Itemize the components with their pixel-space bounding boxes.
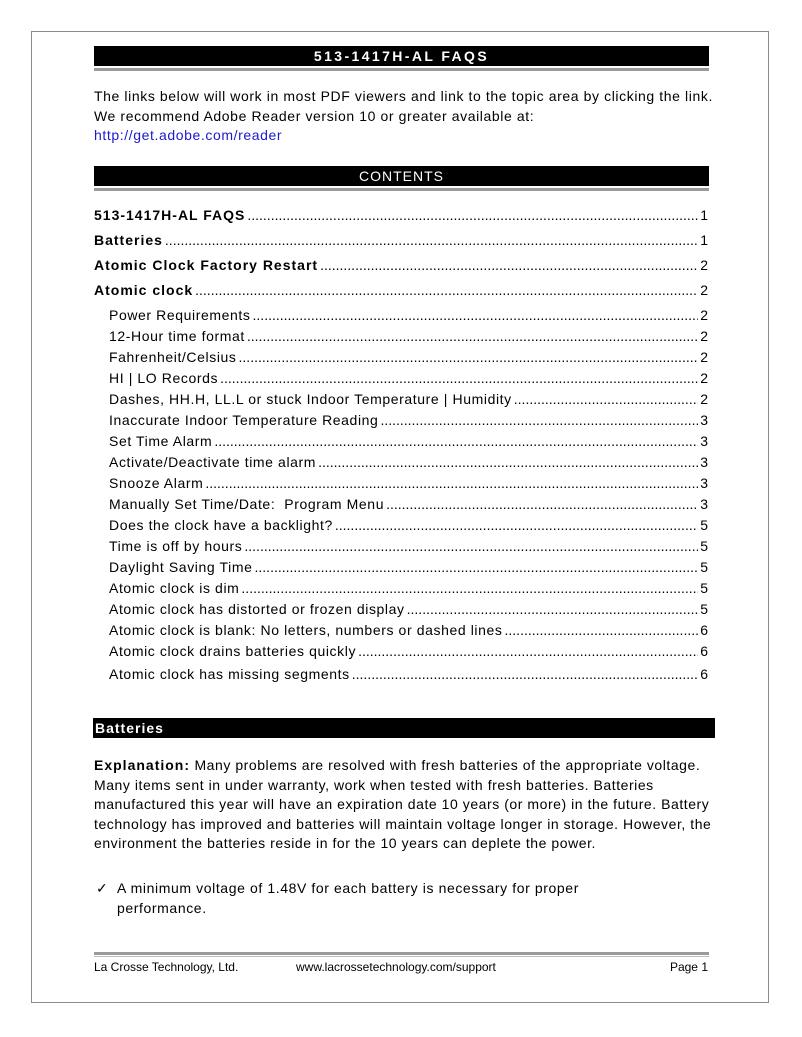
explanation-text: Many problems are resolved with fresh batteries of the appropriate voltage. Many items sent in under warranty, work when tested with fresh batteries. Batteries manufactured this year will have an expiration date 10 years (or more) in the future. Battery technology has improved and batteries will maintain voltage longer in storage. However, the environment the batteries reside in for the 10 years can deplete the power. bbox=[94, 757, 712, 851]
toc-leader bbox=[320, 257, 698, 273]
batteries-heading-bar: Batteries bbox=[93, 718, 715, 738]
toc-entry-page: 5 bbox=[700, 517, 708, 533]
toc-entry-page: 3 bbox=[700, 475, 708, 491]
toc-entry-label: Daylight Saving Time bbox=[109, 559, 253, 575]
toc-leader bbox=[505, 622, 699, 638]
toc-entry-label: Manually Set Time/Date: Program Menu bbox=[109, 496, 385, 512]
toc-entry-label: Atomic clock is blank: No letters, numbers or dashed lines bbox=[109, 622, 503, 638]
toc-entry-sub[interactable] bbox=[109, 574, 708, 596]
toc-leader bbox=[253, 307, 699, 323]
toc-entry-label: HI | LO Records bbox=[109, 370, 219, 386]
toc-entry-sub[interactable] bbox=[109, 532, 708, 554]
toc-entry-sub[interactable] bbox=[109, 490, 708, 512]
toc-leader bbox=[386, 496, 698, 512]
toc-entry-main[interactable] bbox=[94, 251, 708, 273]
toc-entry-page: 2 bbox=[700, 257, 708, 273]
explanation-label: Explanation: bbox=[94, 757, 191, 773]
toc-leader bbox=[335, 517, 698, 533]
toc-entry-main[interactable] bbox=[94, 201, 708, 223]
toc-entry-page: 5 bbox=[700, 538, 708, 554]
toc-leader bbox=[220, 370, 698, 386]
toc-entry-label: Atomic clock has distorted or frozen display bbox=[109, 601, 405, 617]
toc-entry-label: Dashes, HH.H, LL.L or stuck Indoor Temperature | Humidity bbox=[109, 391, 512, 407]
toc-entry-page: 6 bbox=[700, 666, 708, 682]
toc-leader bbox=[239, 349, 699, 365]
toc-entry-sub[interactable] bbox=[109, 343, 708, 365]
toc-entry-sub[interactable] bbox=[109, 469, 708, 491]
intro-paragraph bbox=[94, 87, 714, 146]
footer-page-number: Page 1 bbox=[669, 960, 708, 974]
toc-entry-page: 2 bbox=[700, 349, 708, 365]
toc-entry-sub[interactable] bbox=[109, 637, 708, 659]
toc-entry-label: Atomic clock is dim bbox=[109, 580, 240, 596]
toc-entry-sub[interactable] bbox=[109, 364, 708, 386]
footer-company: La Crosse Technology, Ltd. bbox=[94, 960, 239, 974]
toc-entry-page: 3 bbox=[700, 454, 708, 470]
toc-entry-page: 1 bbox=[700, 232, 708, 248]
toc-entry-page: 2 bbox=[700, 328, 708, 344]
toc-leader bbox=[247, 328, 698, 344]
toc-entry-sub[interactable] bbox=[109, 406, 708, 428]
footer-rule bbox=[94, 952, 709, 955]
toc-entry-label: Time is off by hours bbox=[109, 538, 243, 554]
toc-leader bbox=[247, 207, 698, 223]
toc-entry-page: 1 bbox=[700, 207, 708, 223]
toc-entry-page: 6 bbox=[700, 622, 708, 638]
toc-entry-sub[interactable] bbox=[109, 660, 708, 682]
toc-entry-label: Batteries bbox=[94, 232, 163, 248]
toc-leader bbox=[165, 232, 698, 248]
toc-entry-page: 2 bbox=[700, 370, 708, 386]
checkmark-icon: ✓ bbox=[96, 880, 109, 896]
toc-entry-sub[interactable] bbox=[109, 448, 708, 470]
toc-entry-page: 5 bbox=[700, 601, 708, 617]
toc-entry-page: 5 bbox=[700, 580, 708, 596]
footer-rule-thin bbox=[94, 956, 709, 957]
toc-entry-page: 3 bbox=[700, 433, 708, 449]
toc-entry-page: 6 bbox=[700, 643, 708, 659]
toc-entry-page: 3 bbox=[700, 412, 708, 428]
toc-entry-sub[interactable] bbox=[109, 301, 708, 323]
toc-entry-main[interactable] bbox=[94, 226, 708, 248]
toc-entry-sub[interactable] bbox=[109, 322, 708, 344]
toc-entry-label: Atomic clock drains batteries quickly bbox=[109, 643, 357, 659]
toc-entry-sub[interactable] bbox=[109, 511, 708, 533]
toc-entry-page: 2 bbox=[700, 282, 708, 298]
title-rule bbox=[94, 68, 709, 71]
toc-leader bbox=[407, 601, 699, 617]
toc-entry-sub[interactable] bbox=[109, 616, 708, 638]
toc-leader bbox=[205, 475, 698, 491]
toc-entry-label: Set Time Alarm bbox=[109, 433, 213, 449]
adobe-reader-link[interactable]: http://get.adobe.com/reader bbox=[94, 127, 283, 143]
batteries-explanation bbox=[94, 756, 714, 854]
toc-entry-sub[interactable] bbox=[109, 427, 708, 449]
intro-text: The links below will work in most PDF viewers and link to the topic area by clicking the link. We recommend Adobe Reader version 10 or greater available at: bbox=[94, 88, 713, 124]
toc-entry-main[interactable] bbox=[94, 276, 708, 298]
toc-leader bbox=[380, 412, 698, 428]
toc-leader bbox=[255, 559, 699, 575]
toc-leader bbox=[241, 580, 698, 596]
toc-leader bbox=[514, 391, 698, 407]
toc-entry-label: Atomic clock has missing segments bbox=[109, 666, 350, 682]
toc-entry-page: 5 bbox=[700, 559, 708, 575]
toc-leader bbox=[244, 538, 698, 554]
toc-entry-page: 2 bbox=[700, 391, 708, 407]
toc-leader bbox=[358, 643, 698, 659]
toc-entry-label: Power Requirements bbox=[109, 307, 251, 323]
toc-leader bbox=[195, 282, 698, 298]
contents-rule bbox=[94, 188, 709, 191]
toc-entry-label: Inaccurate Indoor Temperature Reading bbox=[109, 412, 379, 428]
toc-entry-label: Activate/Deactivate time alarm bbox=[109, 454, 317, 470]
toc-leader bbox=[318, 454, 698, 470]
toc-entry-label: Atomic Clock Factory Restart bbox=[94, 257, 319, 273]
toc-entry-label: 513-1417H-AL FAQS bbox=[94, 207, 246, 223]
toc-entry-label: Fahrenheit/Celsius bbox=[109, 349, 237, 365]
document-title-bar: 513-1417H-AL FAQS bbox=[94, 46, 709, 66]
toc-leader bbox=[352, 666, 698, 682]
toc-entry-page: 3 bbox=[700, 496, 708, 512]
toc-entry-label: Atomic clock bbox=[94, 282, 194, 298]
toc-entry-label: Snooze Alarm bbox=[109, 475, 204, 491]
toc-entry-sub[interactable] bbox=[109, 595, 708, 617]
toc-entry-label: 12-Hour time format bbox=[109, 328, 245, 344]
toc-entry-sub[interactable] bbox=[109, 553, 708, 575]
toc-leader bbox=[214, 433, 698, 449]
contents-heading-bar: CONTENTS bbox=[94, 166, 709, 186]
toc-entry-label: Does the clock have a backlight? bbox=[109, 517, 333, 533]
toc-entry-sub[interactable] bbox=[109, 385, 708, 407]
footer-url[interactable]: www.lacrossetechnology.com/support bbox=[296, 960, 496, 974]
toc-entry-page: 2 bbox=[700, 307, 708, 323]
bullet-text: A minimum voltage of 1.48V for each battery is necessary for proper performance. bbox=[117, 880, 579, 916]
